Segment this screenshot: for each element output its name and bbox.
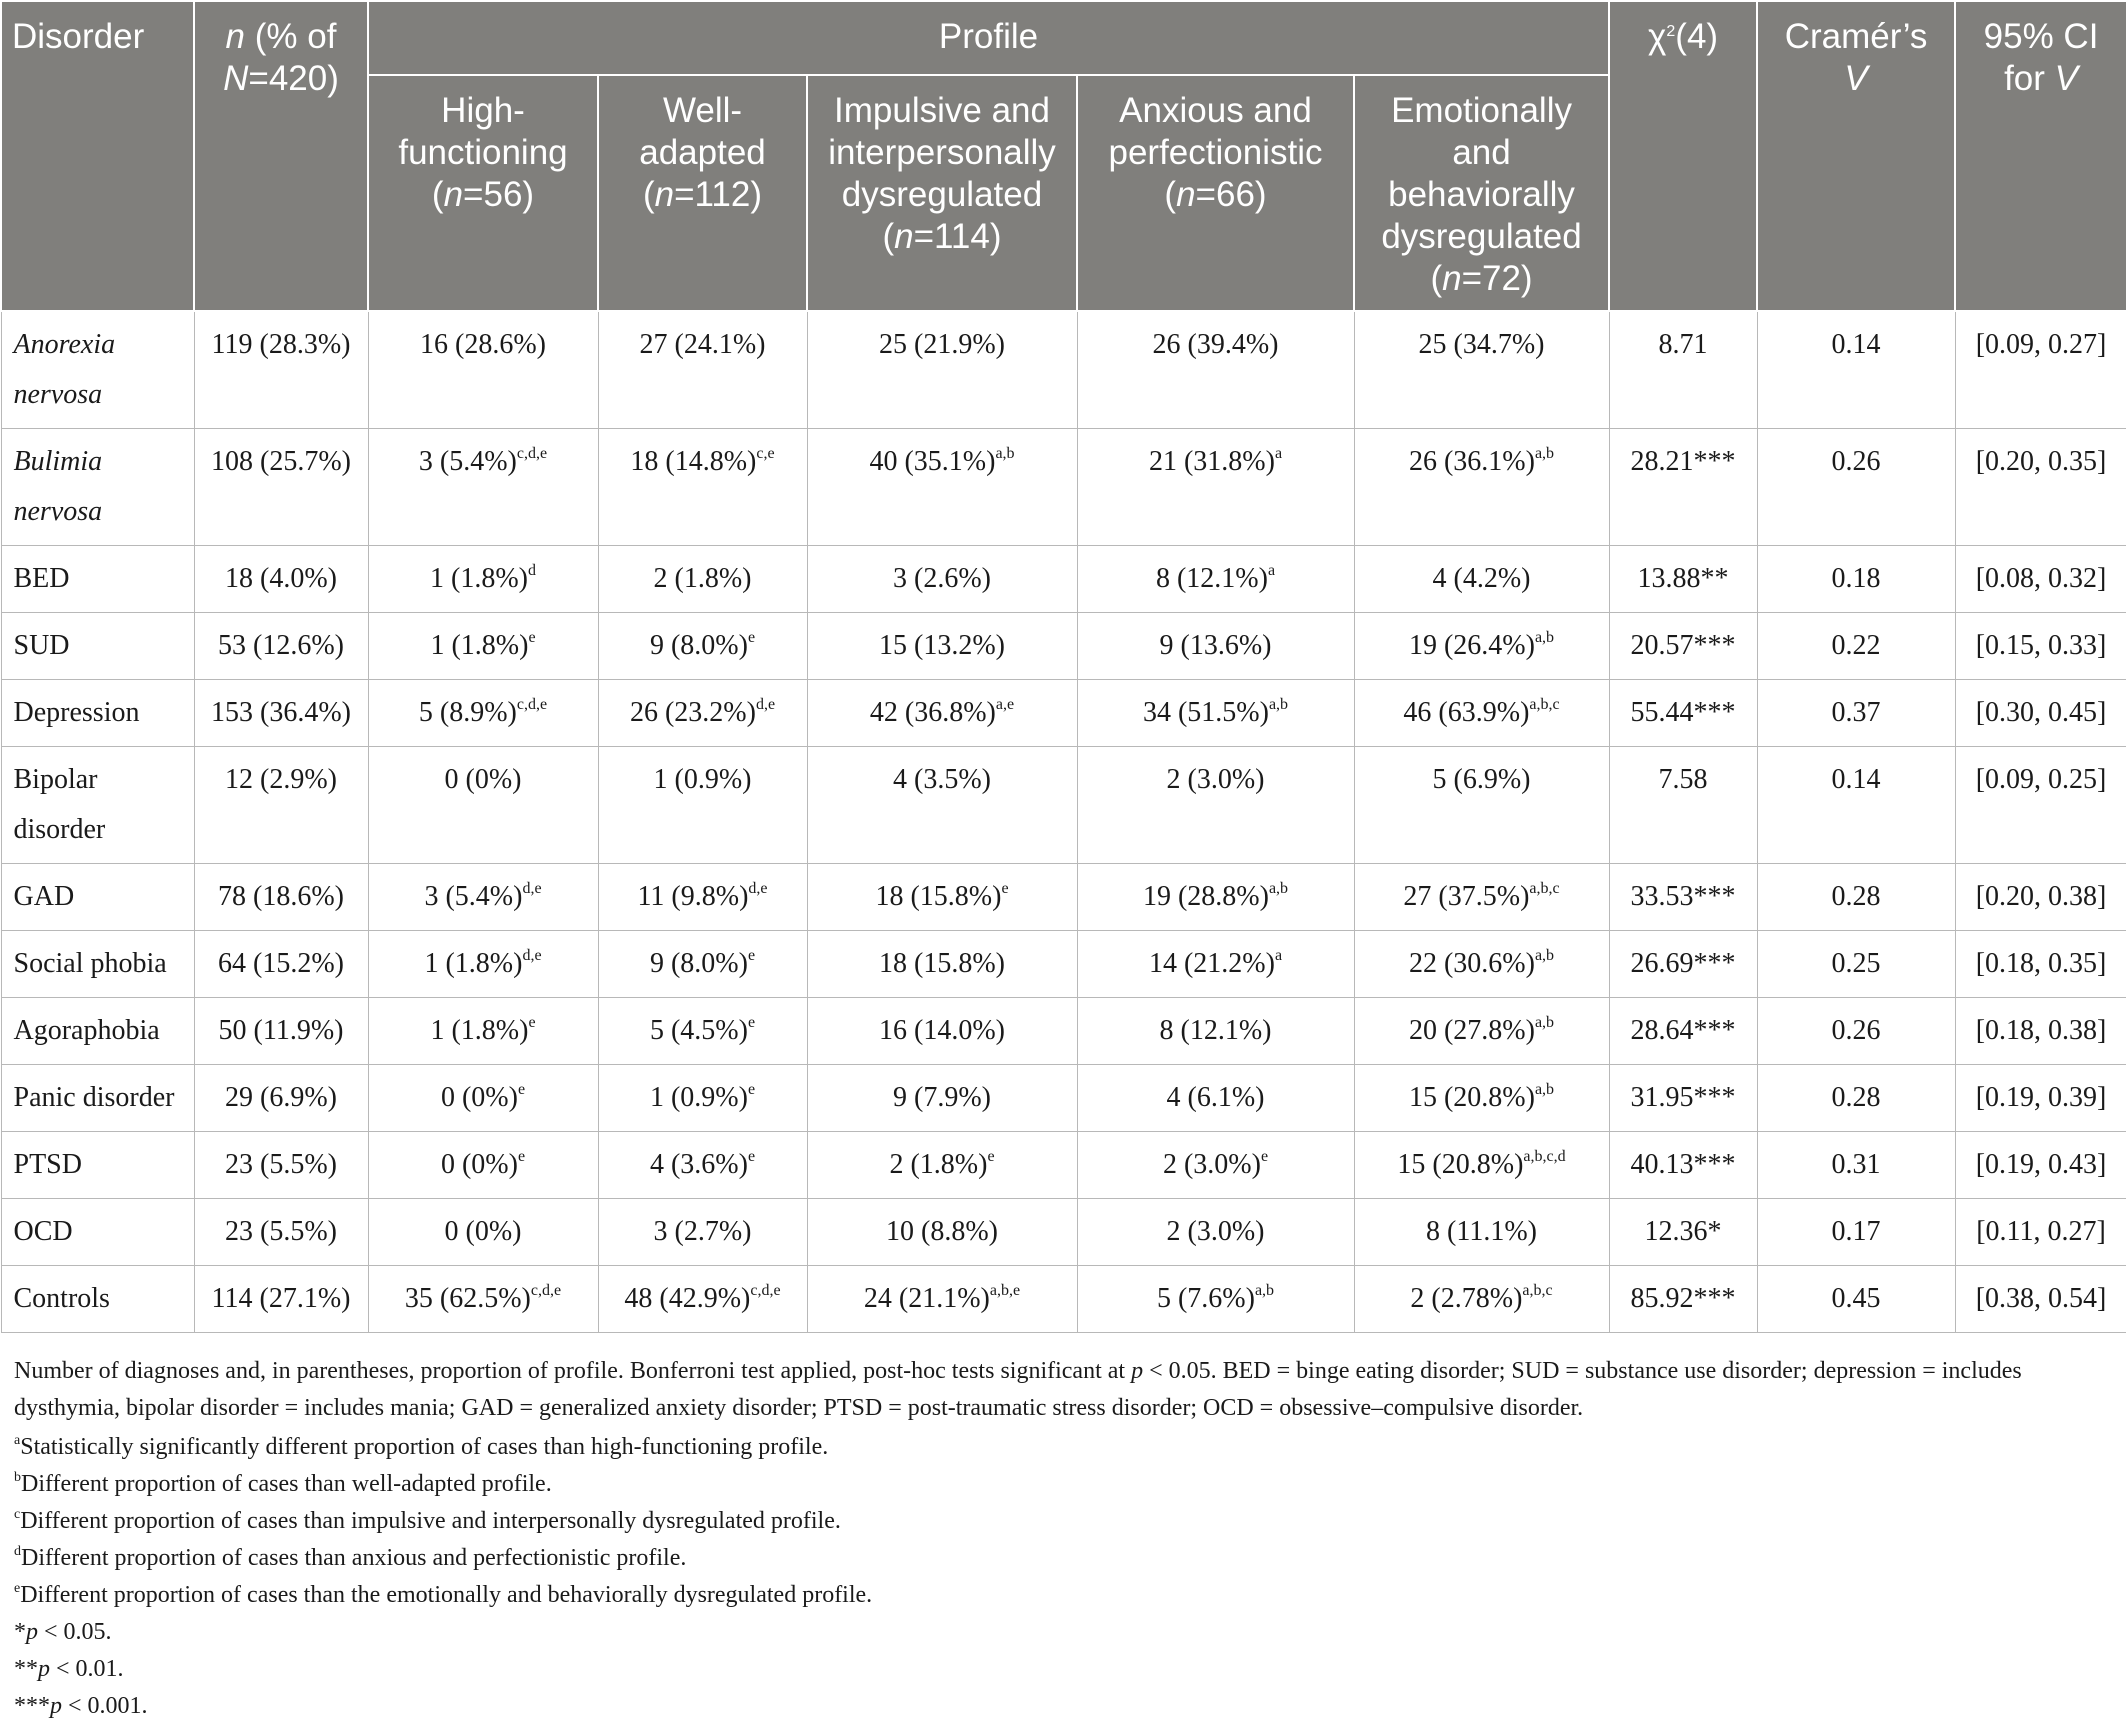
cell-cramers-v: 0.31	[1757, 1132, 1955, 1199]
table-row	[1, 998, 2126, 1065]
cell-disorder: GAD	[1, 864, 194, 931]
posthoc-superscript: e	[747, 629, 756, 646]
table-row	[1, 864, 2126, 931]
table-row	[1, 931, 2126, 998]
cell-profile-3: 2 $(1.8\%)^e$	[807, 1132, 1077, 1199]
cell-profile-4: 2 (3.0%)	[1077, 747, 1354, 864]
cell-cramers-v: 0.25	[1757, 931, 1955, 998]
profile-name: Emotionally and behaviorally dysregulated	[1381, 91, 1582, 256]
posthoc-superscript: a,b	[1534, 1014, 1555, 1031]
cell-cramers-v: 0.28	[1757, 864, 1955, 931]
posthoc-superscript: a,b,c,d	[1523, 1148, 1566, 1165]
posthoc-superscript: e	[747, 947, 756, 964]
cell-cramers-v: 0.26	[1757, 998, 1955, 1065]
cell-ci: [0.09, 0.27]	[1955, 311, 2126, 429]
footnote-d: $^d$Different proportion of cases than anxious and perfectionistic profile.	[14, 1544, 687, 1571]
cell-cramers-v: 0.28	[1757, 1065, 1955, 1132]
cell-cramers-v: 0.45	[1757, 1266, 1955, 1333]
cell-profile-5: 46 $(63.9\%)^{a,b,c}$	[1354, 680, 1609, 747]
cell-profile-2: 5 $(4.5\%)^e$	[598, 998, 807, 1065]
cell-chi-square: 26.69***	[1609, 931, 1757, 998]
posthoc-superscript: e	[747, 1014, 756, 1031]
header-profile-1: High-functioning (n=56)	[368, 75, 598, 311]
cell-profile-1: 1 $(1.8\%)^d$	[368, 546, 598, 613]
posthoc-superscript: e	[1260, 1148, 1269, 1165]
posthoc-superscript: c,d,e	[530, 1282, 562, 1299]
header-profile-2: Well-adapted (n=112)	[598, 75, 807, 311]
cell-profile-4: 8 (12.1%)	[1077, 998, 1354, 1065]
cell-ci: [0.20, 0.38]	[1955, 864, 2126, 931]
posthoc-superscript: c,d,e	[750, 1282, 781, 1299]
cell-profile-3: 15 (13.2%)	[807, 613, 1077, 680]
posthoc-superscript: d	[527, 562, 536, 579]
significance-note: ***p < 0.001.	[14, 1693, 148, 1719]
cell-profile-1: 1 $(1.8\%)^{d,e}$	[368, 931, 598, 998]
cell-n: 23 (5.5%)	[194, 1132, 368, 1199]
posthoc-superscript: a	[1267, 562, 1276, 579]
cell-n: 29 (6.9%)	[194, 1065, 368, 1132]
posthoc-superscript: a,b,e	[989, 1282, 1021, 1299]
posthoc-superscript: d,e	[755, 696, 776, 713]
cell-n: 119 (28.3%)	[194, 311, 368, 429]
cell-profile-2: 1 (0.9%)	[598, 747, 807, 864]
header-profile-5: Emotionally and behaviorally dysregulated (n=72)	[1354, 75, 1609, 311]
posthoc-superscript: e	[747, 1081, 756, 1098]
cell-chi-square: 31.95***	[1609, 1065, 1757, 1132]
cell-chi-square: 12.36*	[1609, 1199, 1757, 1266]
posthoc-superscript: c,d,e	[516, 445, 548, 462]
cell-chi-square: 28.64***	[1609, 998, 1757, 1065]
cell-n: 108 (25.7%)	[194, 429, 368, 546]
cell-profile-2: 2 (1.8%)	[598, 546, 807, 613]
posthoc-superscript: a,b	[1268, 696, 1289, 713]
posthoc-superscript: c,e	[756, 445, 775, 462]
cell-disorder: Bulimia nervosa	[1, 429, 194, 546]
cell-profile-4: 2 $(3.0\%)^e$	[1077, 1132, 1354, 1199]
cell-ci: [0.08, 0.32]	[1955, 546, 2126, 613]
table-row	[1, 311, 2126, 429]
cell-cramers-v: 0.18	[1757, 546, 1955, 613]
posthoc-superscript: e	[517, 1081, 526, 1098]
table-row	[1, 1132, 2126, 1199]
cell-profile-1: 0 $(0\%)^e$	[368, 1132, 598, 1199]
cell-chi-square: 13.88**	[1609, 546, 1757, 613]
cell-n: 114 (27.1%)	[194, 1266, 368, 1333]
cell-profile-4: 19 $(28.8\%)^{a,b}$	[1077, 864, 1354, 931]
cell-profile-3: 18 (15.8%)	[807, 931, 1077, 998]
posthoc-superscript: c,d,e	[516, 696, 548, 713]
cell-ci: [0.30, 0.45]	[1955, 680, 2126, 747]
posthoc-superscript: d,e	[748, 880, 768, 897]
cell-profile-5: 20 $(27.8\%)^{a,b}$	[1354, 998, 1609, 1065]
cell-ci: [0.18, 0.38]	[1955, 998, 2126, 1065]
significance-note: *p < 0.05.	[14, 1619, 112, 1645]
cell-profile-5: 22 $(30.6\%)^{a,b}$	[1354, 931, 1609, 998]
cell-n: 64 (15.2%)	[194, 931, 368, 998]
table-row	[1, 613, 2126, 680]
cell-ci: [0.19, 0.43]	[1955, 1132, 2126, 1199]
posthoc-superscript: e	[517, 1148, 526, 1165]
cell-profile-4: 34 $(51.5\%)^{a,b}$	[1077, 680, 1354, 747]
cell-cramers-v: 0.26	[1757, 429, 1955, 546]
posthoc-superscript: a,b,c	[1522, 1282, 1553, 1299]
cell-cramers-v: 0.37	[1757, 680, 1955, 747]
cell-profile-5: 26 $(36.1\%)^{a,b}$	[1354, 429, 1609, 546]
cell-cramers-v: 0.22	[1757, 613, 1955, 680]
footnote-a: $^a$Statistically significantly different proportion of cases than high-functioning profile.	[14, 1433, 829, 1460]
cell-profile-2: 9 $(8.0\%)^e$	[598, 613, 807, 680]
header-ci: 95% CI for V	[1955, 1, 2126, 311]
posthoc-superscript: a,b	[1268, 880, 1289, 897]
table-row	[1, 1266, 2126, 1333]
cell-ci: [0.38, 0.54]	[1955, 1266, 2126, 1333]
cell-profile-5: 4 (4.2%)	[1354, 546, 1609, 613]
note-main: Number of diagnoses and, in parentheses, proportion of profile. Bonferroni test applied, post-hoc tests significant at p < 0.05. BED = binge eating disorder; SUD = substance use disorder; depression = includes dysthymia, bipolar disorder = includes mania; GAD = generalized anxiety disorder; PTSD = post-traumatic stress disorder; OCD = obsessive–compulsive disorder.	[14, 1358, 2022, 1421]
cell-profile-3: 3 (2.6%)	[807, 546, 1077, 613]
header-n: n (% of N=420)	[194, 1, 368, 311]
profile-name: Anxious and perfectionistic	[1108, 91, 1323, 172]
table-row	[1, 680, 2126, 747]
posthoc-superscript: a,b	[1534, 1081, 1555, 1098]
cell-ci: [0.15, 0.33]	[1955, 613, 2126, 680]
cell-cramers-v: 0.14	[1757, 311, 1955, 429]
posthoc-superscript: a,b,c	[1529, 880, 1560, 897]
cell-profile-2: 4 $(3.6\%)^e$	[598, 1132, 807, 1199]
posthoc-superscript: d,e	[522, 947, 542, 964]
cell-profile-2: 9 $(8.0\%)^e$	[598, 931, 807, 998]
cell-cramers-v: 0.14	[1757, 747, 1955, 864]
cell-profile-3: 25 (21.9%)	[807, 311, 1077, 429]
profile-name: High-functioning	[398, 91, 568, 172]
posthoc-superscript: e	[987, 1148, 995, 1165]
cell-profile-1: 0 $(0\%)^e$	[368, 1065, 598, 1132]
table-row	[1, 429, 2126, 546]
significance-note: **p < 0.01.	[14, 1656, 124, 1682]
header-profile: Profile	[368, 1, 1609, 75]
cell-n: 53 (12.6%)	[194, 613, 368, 680]
header-profile-4: Anxious and perfectionistic (n=66)	[1077, 75, 1354, 311]
posthoc-superscript: d,e	[522, 880, 542, 897]
cell-profile-3: 10 (8.8%)	[807, 1199, 1077, 1266]
header-cramers-v: Cramér’s V	[1757, 1, 1955, 311]
cell-disorder: PTSD	[1, 1132, 194, 1199]
cell-disorder: Controls	[1, 1266, 194, 1333]
cell-chi-square: 33.53***	[1609, 864, 1757, 931]
table-row	[1, 747, 2126, 864]
cell-profile-5: 15 $(20.8\%)^{a,b}$	[1354, 1065, 1609, 1132]
table-row	[1, 1199, 2126, 1266]
cell-profile-1: 35 $(62.5\%)^{c,d,e}$	[368, 1266, 598, 1333]
cell-profile-2: 3 (2.7%)	[598, 1199, 807, 1266]
table-row	[1, 1065, 2126, 1132]
table-notes	[0, 1333, 2126, 1725]
cell-n: 12 (2.9%)	[194, 747, 368, 864]
cell-disorder: Depression	[1, 680, 194, 747]
cell-profile-5: 8 (11.1%)	[1354, 1199, 1609, 1266]
cell-profile-1: 1 $(1.8\%)^e$	[368, 998, 598, 1065]
cell-profile-4: 26 (39.4%)	[1077, 311, 1354, 429]
cell-disorder: Agoraphobia	[1, 998, 194, 1065]
profile-name: Impulsive and interpersonally dysregulated	[828, 91, 1056, 214]
table-header	[1, 1, 2126, 311]
table-body	[1, 311, 2126, 1333]
footnote-e: $^e$Different proportion of cases than the emotionally and behaviorally dysregulated profile.	[14, 1581, 873, 1608]
header-profile-3: Impulsive and interpersonally dysregulated (n=114)	[807, 75, 1077, 311]
cell-chi-square: 7.58	[1609, 747, 1757, 864]
posthoc-superscript: a,b,c	[1529, 696, 1560, 713]
header-disorder: Disorder	[1, 1, 194, 311]
posthoc-superscript: a,b	[1534, 947, 1555, 964]
posthoc-superscript: e	[528, 629, 536, 646]
cell-disorder: Panic disorder	[1, 1065, 194, 1132]
cell-profile-4: 8 $(12.1\%)^a$	[1077, 546, 1354, 613]
cell-profile-1: 5 $(8.9\%)^{c,d,e}$	[368, 680, 598, 747]
cell-ci: [0.19, 0.39]	[1955, 1065, 2126, 1132]
cell-profile-1: 3 $(5.4\%)^{d,e}$	[368, 864, 598, 931]
table-row	[1, 546, 2126, 613]
cell-ci: [0.18, 0.35]	[1955, 931, 2126, 998]
cell-profile-4: 14 $(21.2\%)^a$	[1077, 931, 1354, 998]
cell-profile-4: 5 $(7.6\%)^{a,b}$	[1077, 1266, 1354, 1333]
cell-chi-square: 8.71	[1609, 311, 1757, 429]
footnote-c: $^c$Different proportion of cases than impulsive and interpersonally dysregulated profile.	[14, 1507, 841, 1534]
cell-profile-3: 16 (14.0%)	[807, 998, 1077, 1065]
cell-profile-3: 40 $(35.1\%)^{a,b}$	[807, 429, 1077, 546]
cell-profile-1: 0 (0%)	[368, 1199, 598, 1266]
cell-profile-2: 18 $(14.8\%)^{c,e}$	[598, 429, 807, 546]
cell-disorder: OCD	[1, 1199, 194, 1266]
posthoc-superscript: e	[528, 1014, 536, 1031]
cell-n: 18 (4.0%)	[194, 546, 368, 613]
cell-cramers-v: 0.17	[1757, 1199, 1955, 1266]
posthoc-superscript: a,e	[995, 696, 1015, 713]
cell-disorder: SUD	[1, 613, 194, 680]
cell-profile-5: 2 $(2.78\%)^{a,b,c}$	[1354, 1266, 1609, 1333]
posthoc-superscript: e	[747, 1148, 756, 1165]
cell-profile-5: 25 (34.7%)	[1354, 311, 1609, 429]
cell-profile-5: 19 $(26.4\%)^{a,b}$	[1354, 613, 1609, 680]
cell-profile-4: 21 $(31.8\%)^a$	[1077, 429, 1354, 546]
cell-n: 153 (36.4%)	[194, 680, 368, 747]
cell-disorder: Bipolar disorder	[1, 747, 194, 864]
cell-disorder: Anorexia nervosa	[1, 311, 194, 429]
cell-profile-2: 1 $(0.9\%)^e$	[598, 1065, 807, 1132]
cell-profile-2: 27 (24.1%)	[598, 311, 807, 429]
cell-disorder: BED	[1, 546, 194, 613]
posthoc-superscript: a,b	[1534, 445, 1555, 462]
cell-profile-4: 9 (13.6%)	[1077, 613, 1354, 680]
cell-profile-2: 48 $(42.9\%)^{c,d,e}$	[598, 1266, 807, 1333]
cell-profile-3: 4 (3.5%)	[807, 747, 1077, 864]
cell-n: 50 (11.9%)	[194, 998, 368, 1065]
cell-profile-5: 27 $(37.5\%)^{a,b,c}$	[1354, 864, 1609, 931]
cell-chi-square: 28.21***	[1609, 429, 1757, 546]
cell-profile-1: 3 $(5.4\%)^{c,d,e}$	[368, 429, 598, 546]
header-chi-square: $\chi^2(4)$	[1609, 1, 1757, 311]
cell-n: 23 (5.5%)	[194, 1199, 368, 1266]
cell-profile-3: 24 $(21.1\%)^{a,b,e}$	[807, 1266, 1077, 1333]
cell-chi-square: 20.57***	[1609, 613, 1757, 680]
footnote-b: $^b$Different proportion of cases than well-adapted profile.	[14, 1470, 552, 1497]
significance-notes	[14, 1614, 2112, 1725]
cell-n: 78 (18.6%)	[194, 864, 368, 931]
cell-profile-3: 42 $(36.8\%)^{a,e}$	[807, 680, 1077, 747]
profile-name: Well-adapted	[639, 91, 766, 172]
cell-profile-2: 11 $(9.8\%)^{d,e}$	[598, 864, 807, 931]
cell-chi-square: 55.44***	[1609, 680, 1757, 747]
posthoc-superscript: a,b	[1534, 629, 1555, 646]
cell-profile-5: 5 (6.9%)	[1354, 747, 1609, 864]
cell-profile-4: 4 (6.1%)	[1077, 1065, 1354, 1132]
posthoc-superscript: a	[1274, 445, 1283, 462]
cell-profile-1: 0 (0%)	[368, 747, 598, 864]
cell-profile-1: 16 (28.6%)	[368, 311, 598, 429]
cell-ci: [0.11, 0.27]	[1955, 1199, 2126, 1266]
cell-ci: [0.09, 0.25]	[1955, 747, 2126, 864]
cell-ci: [0.20, 0.35]	[1955, 429, 2126, 546]
posthoc-superscript: a	[1274, 947, 1283, 964]
cell-disorder: Social phobia	[1, 931, 194, 998]
cell-profile-5: 15 $(20.8\%)^{a,b,c,d}$	[1354, 1132, 1609, 1199]
posthoc-superscript: a,b	[1254, 1282, 1275, 1299]
posthoc-superscript: a,b	[995, 445, 1015, 462]
footnotes	[14, 1429, 2112, 1614]
cell-chi-square: 85.92***	[1609, 1266, 1757, 1333]
cell-profile-3: 18 $(15.8\%)^e$	[807, 864, 1077, 931]
cell-profile-1: 1 $(1.8\%)^e$	[368, 613, 598, 680]
cell-profile-3: 9 (7.9%)	[807, 1065, 1077, 1132]
cell-profile-2: 26 $(23.2\%)^{d,e}$	[598, 680, 807, 747]
cell-chi-square: 40.13***	[1609, 1132, 1757, 1199]
cell-profile-4: 2 (3.0%)	[1077, 1199, 1354, 1266]
posthoc-superscript: e	[1001, 880, 1009, 897]
